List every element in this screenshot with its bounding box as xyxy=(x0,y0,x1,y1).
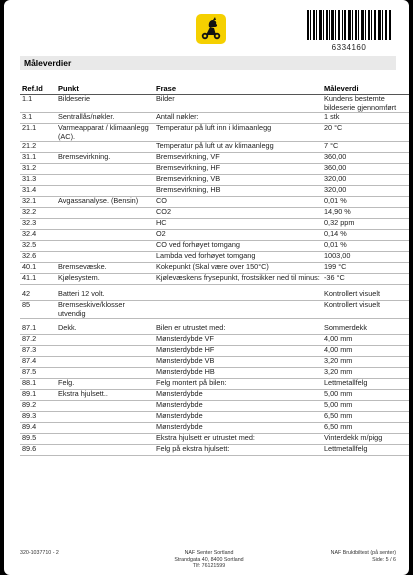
table-row xyxy=(20,285,409,301)
cell-punkt: Bildeserie xyxy=(56,95,154,113)
cell-frase: Lambda ved forhøyet tomgang xyxy=(154,252,322,263)
table-row xyxy=(20,186,409,197)
table-row xyxy=(20,219,409,230)
cell-punkt: Dekk. xyxy=(56,319,154,335)
footer-phone: Tlf: 76121599 xyxy=(192,563,226,569)
footer-company-block xyxy=(144,550,274,570)
cell-punkt: Sentrallås/nøkler. xyxy=(56,113,154,124)
cell-maleverdi: 3,20 mm xyxy=(322,368,409,379)
cell-maleverdi: 199 °C xyxy=(322,263,409,274)
cell-punkt: Avgassanalyse. (Bensin) xyxy=(56,197,154,208)
cell-ref: 3.1 xyxy=(20,113,56,124)
cell-punkt: Bremseskive/klosser utvendig xyxy=(56,301,154,319)
cell-ref: 87.5 xyxy=(20,368,56,379)
cell-ref: 32.4 xyxy=(20,230,56,241)
cell-frase: Bremsevirkning, VB xyxy=(154,175,322,186)
cell-punkt xyxy=(56,230,154,241)
cell-maleverdi: Kontrollert visuelt xyxy=(322,301,409,319)
cell-ref: 32.1 xyxy=(20,197,56,208)
cell-ref: 87.3 xyxy=(20,346,56,357)
cell-maleverdi: 6,50 mm xyxy=(322,412,409,423)
section-title: Måleverdier xyxy=(20,56,396,70)
table-row xyxy=(20,434,409,445)
table-header-row xyxy=(20,82,409,95)
cell-ref: 89.2 xyxy=(20,401,56,412)
cell-frase: CO2 xyxy=(154,208,322,219)
cell-maleverdi: Lettmetallfelg xyxy=(322,379,409,390)
table-row xyxy=(20,368,409,379)
table-row xyxy=(20,301,409,319)
footer-page-number: Side: 5 / 6 xyxy=(372,556,396,563)
cell-frase: Mønsterdybde VB xyxy=(154,357,322,368)
cell-maleverdi: 6,50 mm xyxy=(322,423,409,434)
cell-ref: 32.6 xyxy=(20,252,56,263)
cell-frase: Bremsevirkning, HF xyxy=(154,164,322,175)
cell-frase: CO xyxy=(154,197,322,208)
cell-frase: Bremsevirkning, VF xyxy=(154,153,322,164)
footer-report-type: NAF Bruktbiltest (på senter) xyxy=(330,550,396,556)
table-row xyxy=(20,95,409,113)
cell-maleverdi: 4,00 mm xyxy=(322,335,409,346)
cell-maleverdi: Vinterdekk m/pigg xyxy=(322,434,409,445)
cell-frase: Kokepunkt (Skal være over 150°C) xyxy=(154,263,322,274)
cell-punkt: Bremsevæske. xyxy=(56,263,154,274)
cell-frase: Temperatur på luft ut av klimaanlegg xyxy=(154,142,322,153)
cell-punkt xyxy=(56,445,154,456)
cell-ref: 87.4 xyxy=(20,357,56,368)
cell-frase: Felg på ekstra hjulsett: xyxy=(154,445,322,456)
cell-frase: Kjølevæskens frysepunkt, frostsikker ned til minus: xyxy=(154,274,322,285)
cell-frase: O2 xyxy=(154,230,322,241)
table-row xyxy=(20,412,409,423)
table-row xyxy=(20,175,409,186)
cell-punkt xyxy=(56,335,154,346)
table-row xyxy=(20,164,409,175)
cell-maleverdi: Lettmetallfelg xyxy=(322,445,409,456)
cell-frase: Mønsterdybde VF xyxy=(154,335,322,346)
cell-punkt xyxy=(56,164,154,175)
footer-right-block xyxy=(331,550,396,563)
cell-maleverdi: -36 °C xyxy=(322,274,409,285)
table-row xyxy=(20,230,409,241)
cell-maleverdi: Kundens bestemte bildeserie gjennomført xyxy=(322,95,409,113)
cell-ref: 1.1 xyxy=(20,95,56,113)
cell-punkt xyxy=(56,241,154,252)
cell-ref: 85 xyxy=(20,301,56,319)
cell-frase: Bremsevirkning, HB xyxy=(154,186,322,197)
table-row xyxy=(20,346,409,357)
cell-maleverdi: 0,32 ppm xyxy=(322,219,409,230)
cell-punkt xyxy=(56,208,154,219)
barcode-number: 6334160 xyxy=(331,43,367,52)
footer-address: Strandgata 40, 8400 Sortland xyxy=(174,556,244,563)
cell-maleverdi: 4,00 mm xyxy=(322,346,409,357)
cell-frase: Antall nøkler: xyxy=(154,113,322,124)
table-row xyxy=(20,208,409,219)
table-row xyxy=(20,445,409,456)
cell-maleverdi: Kontrollert visuelt xyxy=(322,285,409,301)
table-row xyxy=(20,390,409,401)
footer-company: NAF Senter Sortland xyxy=(184,550,234,556)
table-row xyxy=(20,357,409,368)
cell-maleverdi: 20 °C xyxy=(322,124,409,142)
cell-ref: 31.4 xyxy=(20,186,56,197)
cell-punkt xyxy=(56,412,154,423)
table-row xyxy=(20,401,409,412)
table-row xyxy=(20,252,409,263)
cell-frase: HC xyxy=(154,219,322,230)
cell-ref: 87.1 xyxy=(20,319,56,335)
cell-ref: 21.2 xyxy=(20,142,56,153)
table-row xyxy=(20,335,409,346)
cell-punkt xyxy=(56,368,154,379)
document-page xyxy=(4,0,409,575)
cell-frase: Mønsterdybde xyxy=(154,412,322,423)
cell-punkt xyxy=(56,346,154,357)
cell-maleverdi: 0,01 % xyxy=(322,241,409,252)
column-header-frase: Frase xyxy=(154,82,322,95)
cell-maleverdi: 3,20 mm xyxy=(322,357,409,368)
naf-lion-logo-icon xyxy=(196,14,226,44)
cell-frase: Felg montert på bilen: xyxy=(154,379,322,390)
cell-frase xyxy=(154,285,322,301)
cell-ref: 88.1 xyxy=(20,379,56,390)
cell-maleverdi: 360,00 xyxy=(322,164,409,175)
table-row xyxy=(20,142,409,153)
cell-frase: Mønsterdybde HF xyxy=(154,346,322,357)
column-header-punkt: Punkt xyxy=(56,82,154,95)
cell-ref: 42 xyxy=(20,285,56,301)
cell-frase: Bilen er utrustet med: xyxy=(154,319,322,335)
cell-frase: Bilder xyxy=(154,95,322,113)
cell-ref: 89.5 xyxy=(20,434,56,445)
measurement-table xyxy=(20,82,409,456)
table-row xyxy=(20,124,409,142)
table-row xyxy=(20,423,409,434)
cell-punkt xyxy=(56,142,154,153)
table-row xyxy=(20,274,409,285)
cell-ref: 40.1 xyxy=(20,263,56,274)
cell-punkt: Ekstra hjulsett.. xyxy=(56,390,154,401)
cell-ref: 89.6 xyxy=(20,445,56,456)
cell-ref: 32.3 xyxy=(20,219,56,230)
cell-maleverdi: 1003,00 xyxy=(322,252,409,263)
cell-punkt: Kjølesystem. xyxy=(56,274,154,285)
cell-frase: Mønsterdybde xyxy=(154,423,322,434)
cell-punkt xyxy=(56,252,154,263)
barcode-icon xyxy=(307,10,391,40)
cell-frase: Mønsterdybde xyxy=(154,401,322,412)
cell-punkt xyxy=(56,219,154,230)
cell-punkt xyxy=(56,357,154,368)
cell-punkt: Varmeapparat / klimaanlegg (AC). xyxy=(56,124,154,142)
cell-frase xyxy=(154,301,322,319)
cell-punkt xyxy=(56,186,154,197)
cell-punkt xyxy=(56,423,154,434)
cell-ref: 21.1 xyxy=(20,124,56,142)
cell-maleverdi: 5,00 mm xyxy=(322,401,409,412)
column-header-maleverdi: Måleverdi xyxy=(322,82,409,95)
cell-ref: 41.1 xyxy=(20,274,56,285)
cell-maleverdi: 320,00 xyxy=(322,186,409,197)
cell-ref: 32.2 xyxy=(20,208,56,219)
cell-punkt: Bremsevirkning. xyxy=(56,153,154,164)
cell-maleverdi: Sommerdekk xyxy=(322,319,409,335)
cell-punkt xyxy=(56,434,154,445)
cell-frase: Mønsterdybde xyxy=(154,390,322,401)
table-row xyxy=(20,153,409,164)
cell-maleverdi: 0,01 % xyxy=(322,197,409,208)
cell-punkt: Felg. xyxy=(56,379,154,390)
cell-ref: 89.3 xyxy=(20,412,56,423)
cell-ref: 32.5 xyxy=(20,241,56,252)
cell-ref: 31.2 xyxy=(20,164,56,175)
cell-ref: 89.1 xyxy=(20,390,56,401)
cell-ref: 31.3 xyxy=(20,175,56,186)
cell-maleverdi: 1 stk xyxy=(322,113,409,124)
cell-ref: 87.2 xyxy=(20,335,56,346)
cell-maleverdi: 360,00 xyxy=(322,153,409,164)
cell-maleverdi: 7 °C xyxy=(322,142,409,153)
table-row xyxy=(20,319,409,335)
cell-frase: CO ved forhøyet tomgang xyxy=(154,241,322,252)
cell-maleverdi: 320,00 xyxy=(322,175,409,186)
column-header-ref: Ref.Id xyxy=(20,82,56,95)
table-row xyxy=(20,379,409,390)
table-row xyxy=(20,241,409,252)
cell-maleverdi: 0,14 % xyxy=(322,230,409,241)
cell-ref: 89.4 xyxy=(20,423,56,434)
cell-punkt xyxy=(56,175,154,186)
table-row xyxy=(20,263,409,274)
cell-ref: 31.1 xyxy=(20,153,56,164)
cell-maleverdi: 5,00 mm xyxy=(322,390,409,401)
cell-maleverdi: 14,90 % xyxy=(322,208,409,219)
table-row xyxy=(20,113,409,124)
cell-frase: Temperatur på luft inn i klimaanlegg xyxy=(154,124,322,142)
table-row xyxy=(20,197,409,208)
footer-doc-id: 320-1037710 - 2 xyxy=(20,550,59,556)
cell-punkt xyxy=(56,401,154,412)
cell-frase: Mønsterdybde HB xyxy=(154,368,322,379)
cell-punkt: Batteri 12 volt. xyxy=(56,285,154,301)
cell-frase: Ekstra hjulsett er utrustet med: xyxy=(154,434,322,445)
